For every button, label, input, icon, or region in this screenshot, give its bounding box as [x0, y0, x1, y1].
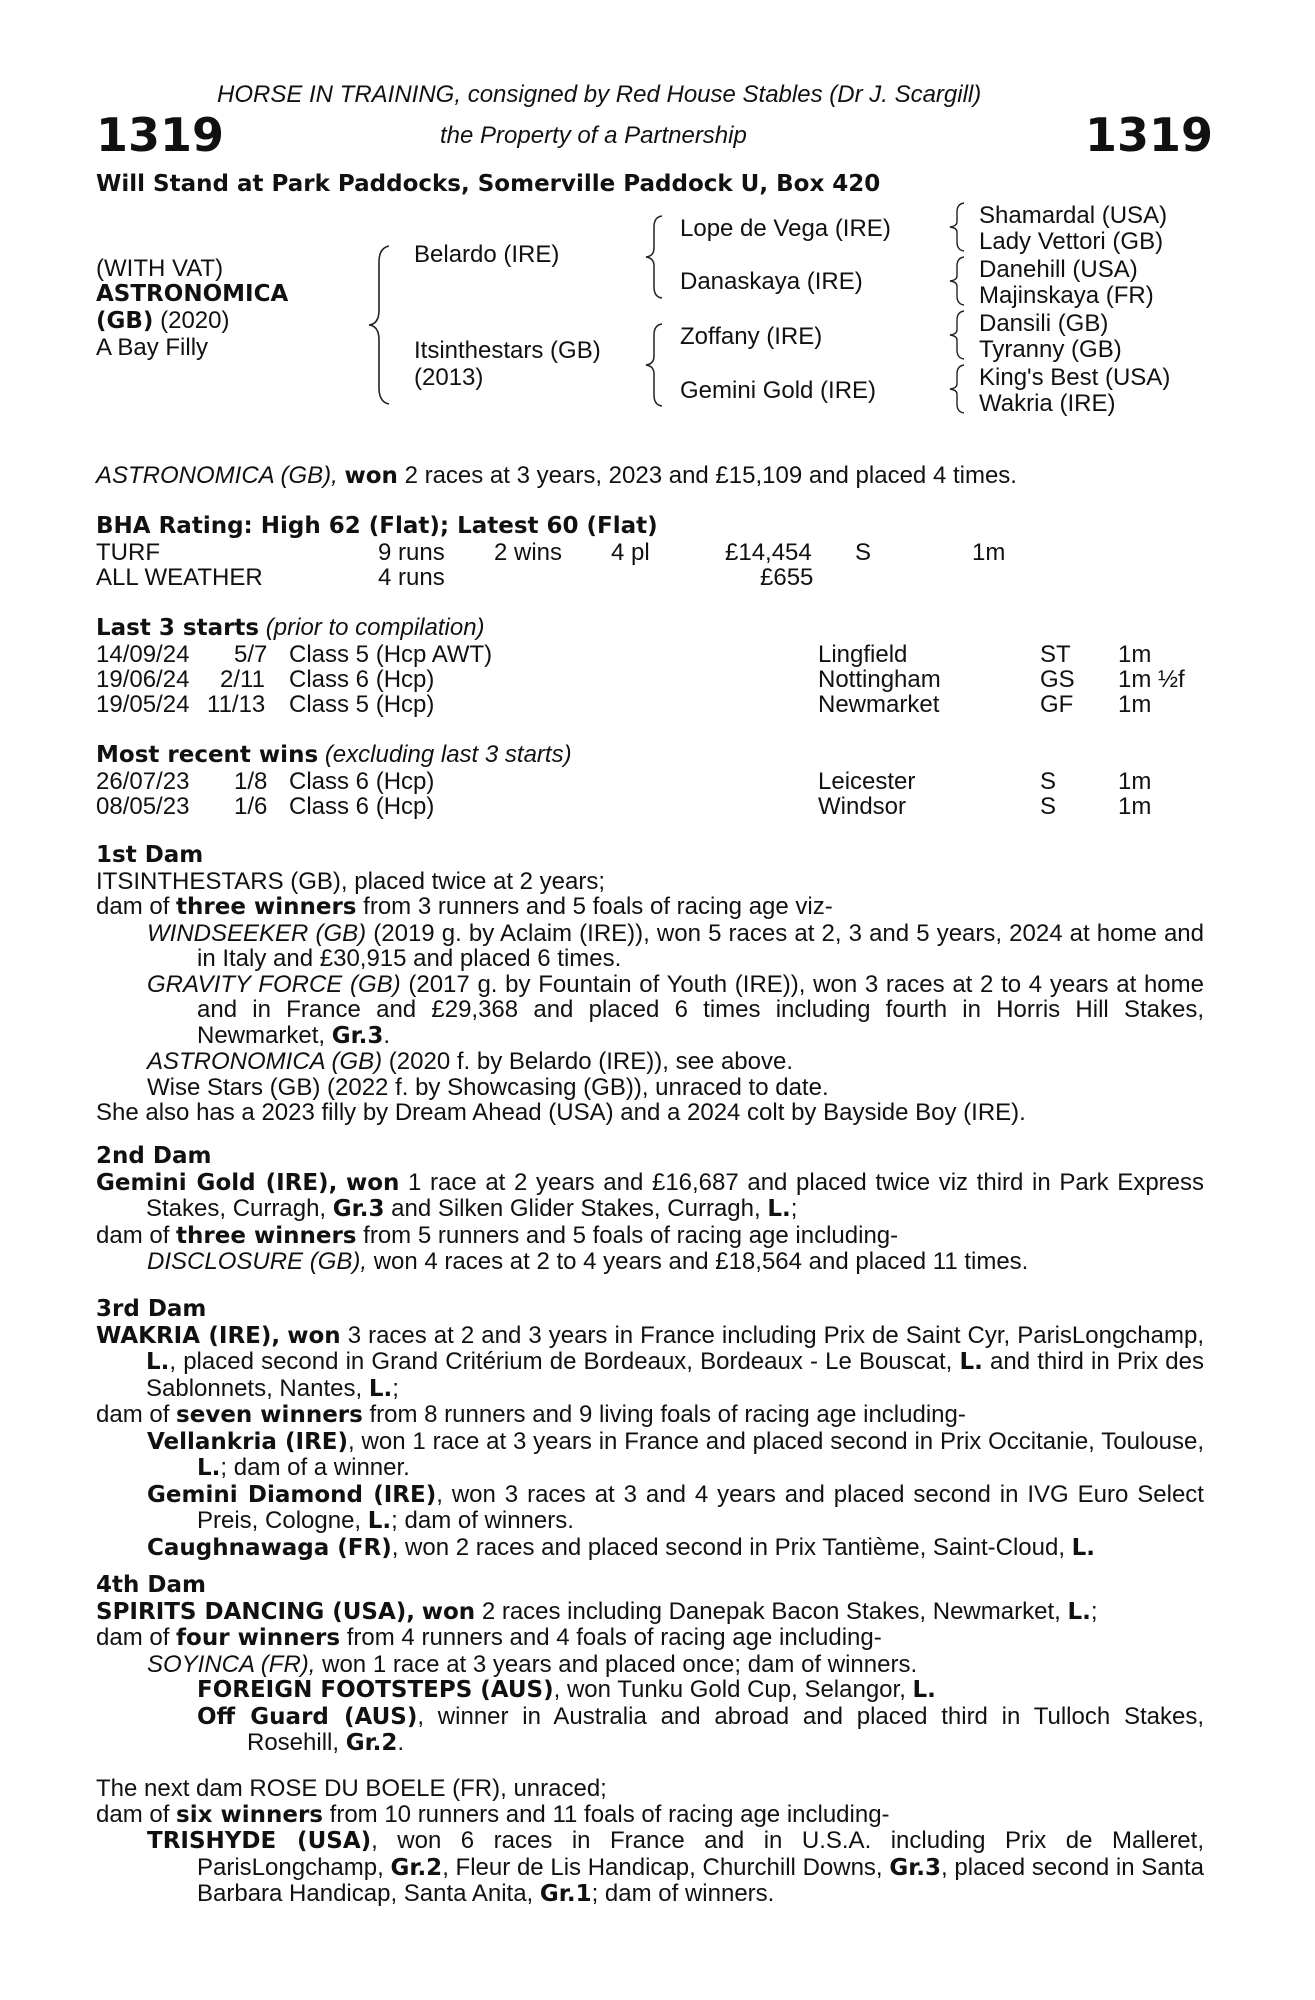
dam1-dam-of-b: three winners — [176, 894, 357, 920]
last3-heading — [96, 615, 485, 641]
recent-going-1: S — [1040, 793, 1057, 820]
dam2-section — [96, 1144, 1204, 1275]
dam4-p2-l: L. — [912, 1677, 936, 1703]
pedigree-dam: Itsinthestars (GB) — [414, 337, 601, 364]
dam2-name: Gemini Gold (IRE), — [96, 1169, 338, 1196]
dam1-progeny-4: Wise Stars (GB) (2022 f. by Showcasing (GB)), unraced to date. — [147, 1073, 829, 1101]
last3-dist-1: 1m ½f — [1118, 666, 1185, 693]
last3-dist-2: 1m — [1118, 691, 1152, 718]
dam3-p3-l: L. — [1071, 1534, 1096, 1561]
horse-name: ASTRONOMICA — [96, 281, 289, 307]
last3-date-2: 19/05/24 — [96, 691, 190, 718]
dam2-progeny-1 — [96, 1249, 1204, 1275]
dam4-progeny-1 — [96, 1652, 1204, 1678]
next-dam-p1-gr2: Gr.3 — [889, 1854, 942, 1881]
dam1-p2-text: (2017 g. by Fountain of Youth (IRE)), won 3 races at 2 to 4 years at home and in France and £29,368 and placed 6 times including fourth in Horris Hill Stakes, Newmarket, — [197, 970, 1204, 1049]
dam4-record: SPIRITS DANCING (USA), won 2 races including Danepak Bacon Stakes, Newmarket, L.; — [96, 1597, 1098, 1625]
dam3-progeny-1 — [96, 1429, 1204, 1482]
dam3-l3: L. — [368, 1375, 393, 1402]
dam2-gr: Gr.3 — [332, 1196, 385, 1222]
summary-won: won — [344, 463, 398, 489]
dam3-p2-end: ; dam of winners. — [391, 1507, 574, 1534]
dam3-text-b: , placed second in Grand Critérium de Bordeaux, Bordeaux - Le Bouscat, — [169, 1348, 953, 1375]
recent-pos-0: 1/8 — [234, 768, 268, 795]
last3-title: Last 3 starts — [96, 615, 260, 641]
pedigree-dsd: Tyranny (GB) — [979, 336, 1122, 363]
pedigree-sire-sire: Lope de Vega (IRE) — [680, 215, 891, 242]
recent-pos-1: 1/6 — [234, 793, 268, 820]
pedigree-brace-sire — [642, 212, 666, 302]
dam3-progeny-3 — [96, 1535, 1204, 1562]
last3-date-1: 19/06/24 — [96, 666, 190, 693]
pedigree-brace-ds — [946, 308, 968, 362]
next-dam-p1-text-b: , Fleur de Lis Handicap, Churchill Downs, — [442, 1853, 883, 1881]
dam4-p2-text: , won Tunku Gold Cup, Selangor, — [553, 1676, 906, 1703]
pedigree-dds: King's Best (USA) — [979, 364, 1171, 391]
dam2-won: won — [345, 1169, 400, 1196]
rating-wins-0: 2 wins — [494, 539, 563, 566]
recent-dist-0: 1m — [1118, 768, 1152, 795]
header-consignor: HORSE IN TRAINING, consigned by Red House Stables (Dr J. Scargill) — [217, 81, 982, 108]
dam4-progeny-3: Off Guard (AUS), winner in Australia and abroad and placed third in Tulloch Stakes, Rosehill, Gr.2. — [197, 1702, 1204, 1756]
rating-dist-0: 1m — [972, 539, 1006, 566]
pedigree-sdd: Majinskaya (FR) — [979, 282, 1154, 309]
rating-runs-0: 9 runs — [378, 539, 445, 566]
dam2-text-b: and Silken Glider Stakes, Curragh, — [391, 1195, 761, 1222]
dam1-p1-name: WINDSEEKER (GB) — [147, 919, 367, 947]
next-dam-dam-of — [96, 1802, 1204, 1829]
rating-prize-1: £655 — [760, 564, 814, 591]
pedigree-brace-ss — [946, 200, 968, 254]
horse-country: (GB) — [96, 308, 154, 334]
dam1-p3-name: ASTRONOMICA (GB) — [147, 1048, 383, 1075]
dam4-dam-of — [96, 1625, 1204, 1652]
lot-number-right: 1319 — [1085, 108, 1214, 162]
recent-going-0: S — [1040, 768, 1057, 795]
dam3-l2: L. — [959, 1349, 983, 1375]
pedigree-ssd: Lady Vettori (GB) — [979, 228, 1164, 255]
dam3-dam-of-c: from 8 runners and 9 living foals of racing age including- — [369, 1401, 966, 1428]
last3-pos-1: 2/11 — [220, 666, 265, 693]
dam1-dam-of-a: dam of — [96, 893, 170, 920]
race-summary — [96, 463, 1017, 489]
rating-pl-0: 4 pl — [611, 539, 650, 566]
dam1-progeny-2: GRAVITY FORCE (GB) (2017 g. by Fountain of Youth (IRE)), won 3 races at 2 to 4 years at home and in France and £29,368 and placed 6 times including fourth in Horris Hill Stakes, Newmarket, Gr.3. — [147, 970, 1204, 1049]
rating-going-0: S — [855, 539, 872, 566]
dam2-text-a: 1 race at 2 years and £16,687 and placed twice viz third in Park Express Stakes, Curragh, — [146, 1168, 1205, 1222]
summary-name: ASTRONOMICA (GB), — [96, 462, 338, 489]
dam3-p2-l: L. — [367, 1508, 392, 1534]
next-dam-p1-end: ; dam of winners. — [591, 1880, 775, 1907]
dam3-dam-of-b: seven winners — [176, 1402, 363, 1428]
pedigree-sire: Belardo (IRE) — [414, 241, 560, 268]
rating-surface-0: TURF — [96, 539, 160, 566]
dam2-dam-of-c: from 5 runners and 5 foals of racing age including- — [363, 1221, 899, 1249]
recent-date-1: 08/05/23 — [96, 793, 190, 820]
dam1-dam-of-c: from 3 runners and 5 foals of racing age viz- — [363, 893, 833, 920]
last3-dist-0: 1m — [1118, 641, 1152, 668]
pedigree-sss: Shamardal (USA) — [979, 202, 1168, 229]
recent-course-0: Leicester — [818, 768, 916, 795]
pedigree-brace-sd — [946, 254, 968, 308]
dam3-p1-name: Vellankria (IRE) — [147, 1428, 349, 1455]
stand-location: Will Stand at Park Paddocks, Somerville Paddock U, Box 420 — [96, 171, 881, 197]
pedigree-dss: Dansili (GB) — [979, 310, 1109, 337]
recent-class-0: Class 6 (Hcp) — [289, 768, 435, 795]
dam4-section — [96, 1573, 1204, 1757]
dam1-line1: ITSINTHESTARS (GB), placed twice at 2 years; — [96, 867, 606, 895]
dam4-dam-of-a: dam of — [96, 1624, 170, 1651]
dam3-section — [96, 1297, 1204, 1561]
dam4-title: 4th Dam — [96, 1572, 206, 1598]
horse-year: (2020) — [160, 307, 230, 334]
horse-description: A Bay Filly — [96, 334, 209, 361]
summary-text: 2 races at 3 years, 2023 and £15,109 and placed 4 times. — [404, 462, 1017, 489]
dam1-p3-text: (2020 f. by Belardo (IRE)), see above. — [388, 1048, 793, 1075]
horse-country-year — [96, 308, 229, 334]
dam1-progeny-1 — [96, 921, 1204, 972]
next-dam-p1-text-c: , placed second in Santa Barbara Handicap, Santa Anita, — [197, 1853, 1205, 1907]
dam2-l: L. — [767, 1196, 791, 1222]
rating-title: BHA Rating: High 62 (Flat); Latest 60 (Flat) — [96, 513, 658, 539]
dam4-p3-text: , winner in Australia and abroad and placed third in Tulloch Stakes, Rosehill, — [247, 1702, 1204, 1756]
last3-course-1: Nottingham — [818, 666, 941, 693]
rating-surface-1: ALL WEATHER — [96, 564, 263, 591]
recent-class-1: Class 6 (Hcp) — [289, 793, 435, 820]
last3-pos-2: 11/13 — [207, 691, 266, 718]
dam3-dam-of — [96, 1402, 1204, 1429]
next-dam-line1: The next dam ROSE DU BOELE (FR), unraced; — [96, 1775, 607, 1802]
dam3-p1-l: L. — [197, 1455, 221, 1481]
dam4-l: L. — [1067, 1598, 1091, 1625]
dam2-record: Gemini Gold (IRE), won 1 race at 2 years and £16,687 and placed twice viz third in Park Express Stakes, Curragh, Gr.3 and Silken Glider Stakes, Curragh, L.; — [96, 1168, 1205, 1222]
recent-date-0: 26/07/23 — [96, 768, 190, 795]
dam3-p2-text: , won 3 races at 3 and 4 years and placed second in IVG Euro Select Preis, Cologne, — [197, 1480, 1204, 1534]
lot-number-left: 1319 — [96, 108, 225, 162]
pedigree-dam-dam: Gemini Gold (IRE) — [680, 377, 877, 404]
recent-heading — [96, 742, 572, 768]
dam3-record: WAKRIA (IRE), won 3 races at 2 and 3 years in France including Prix de Saint Cyr, ParisLongchamp, L., placed second in Grand Critérium de Bordeaux, Bordeaux - Le Bouscat, L. and third in Prix des Sablonnets, Nantes, L.; — [96, 1321, 1205, 1402]
dam3-dam-of-a: dam of — [96, 1401, 170, 1428]
recent-note: (excluding last 3 starts) — [324, 741, 572, 768]
vat-note: (WITH VAT) — [96, 255, 224, 282]
dam3-title: 3rd Dam — [96, 1296, 207, 1322]
dam4-text: 2 races including Danepak Bacon Stakes, Newmarket, — [481, 1597, 1061, 1625]
dam4-p2-name: FOREIGN FOOTSTEPS (AUS) — [197, 1677, 554, 1703]
pedigree-sire-dam: Danaskaya (IRE) — [680, 268, 863, 295]
dam3-name: WAKRIA (IRE), — [96, 1322, 281, 1349]
dam2-p1-text: won 4 races at 2 to 4 years and £18,564 and placed 11 times. — [373, 1248, 1029, 1275]
dam4-p3-gr: Gr.2 — [345, 1730, 398, 1756]
recent-course-1: Windsor — [818, 793, 907, 820]
last3-class-1: Class 6 (Hcp) — [289, 666, 435, 693]
last3-date-0: 14/09/24 — [96, 641, 190, 668]
dam4-p1-name: SOYINCA (FR), — [147, 1650, 316, 1678]
dam1-also: She also has a 2023 filly by Dream Ahead (USA) and a 2024 colt by Bayside Boy (IRE). — [96, 1099, 1026, 1126]
dam3-won: won — [287, 1322, 341, 1349]
dam2-title: 2nd Dam — [96, 1143, 212, 1169]
pedigree-brace-main — [365, 240, 395, 410]
dam4-name: SPIRITS DANCING (USA), — [96, 1598, 416, 1625]
recent-dist-1: 1m — [1118, 793, 1152, 820]
dam3-p3-text: , won 2 races and placed second in Prix Tantième, Saint-Cloud, — [391, 1533, 1065, 1561]
pedigree-dam-year: (2013) — [414, 364, 484, 391]
next-dam-section — [96, 1776, 1204, 1908]
dam2-p1-name: DISCLOSURE (GB), — [147, 1248, 368, 1275]
rating-runs-1: 4 runs — [378, 564, 445, 591]
dam1-section — [96, 843, 1204, 1126]
pedigree-ddd: Wakria (IRE) — [979, 390, 1116, 417]
last3-course-2: Newmarket — [818, 691, 940, 718]
last3-going-2: GF — [1040, 691, 1074, 718]
dam2-dam-of — [96, 1223, 1204, 1250]
dam1-p2-name: GRAVITY FORCE (GB) — [147, 970, 401, 998]
next-dam-p1-gr1: Gr.2 — [390, 1854, 443, 1881]
next-dam-progeny-1 — [96, 1828, 1204, 1908]
last3-course-0: Lingfield — [818, 641, 908, 668]
dam4-dam-of-c: from 4 runners and 4 foals of racing age including- — [346, 1624, 882, 1651]
dam3-text-c: and third in Prix des Sablonnets, Nantes, — [146, 1348, 1204, 1402]
dam3-p1-text: , won 1 race at 3 years in France and placed second in Prix Occitanie, Toulouse, — [348, 1427, 1204, 1455]
dam1-progeny-3 — [96, 1049, 1204, 1075]
dam3-p3-name: Caughnawaga (FR) — [147, 1534, 392, 1561]
dam4-progeny-2 — [96, 1677, 1204, 1704]
last3-going-0: ST — [1040, 641, 1071, 668]
dam3-progeny-2 — [96, 1482, 1204, 1535]
dam4-won: won — [421, 1598, 476, 1625]
last3-going-1: GS — [1040, 666, 1075, 693]
header-property: the Property of a Partnership — [440, 122, 747, 149]
next-dam-dam-of-a: dam of — [96, 1800, 170, 1828]
dam1-title: 1st Dam — [96, 842, 204, 868]
pedigree-sds: Danehill (USA) — [979, 256, 1138, 283]
dam1-p2-grade: Gr.3 — [331, 1022, 384, 1049]
dam1-p1-text: (2019 g. by Aclaim (IRE)), won 5 races at 2, 3 and 5 years, 2024 at home and in Italy and £30,915 and placed 6 times. — [197, 919, 1204, 972]
pedigree-brace-dam — [642, 320, 666, 410]
dam4-p1-text: won 1 race at 3 years and placed once; dam of winners. — [322, 1650, 918, 1678]
last3-note: (prior to compilation) — [265, 614, 485, 641]
dam1-dam-of — [96, 894, 1204, 921]
pedigree-brace-dd — [946, 362, 968, 416]
dam3-p1-end: ; dam of a winner. — [220, 1454, 410, 1481]
last3-class-0: Class 5 (Hcp AWT) — [289, 641, 493, 668]
dam3-p2-name: Gemini Diamond (IRE) — [147, 1481, 437, 1508]
next-dam-dam-of-c: from 10 runners and 11 foals of racing age including- — [329, 1800, 890, 1828]
dam2-dam-of-a: dam of — [96, 1221, 170, 1249]
recent-title: Most recent wins — [96, 742, 319, 768]
dam4-p3-name: Off Guard (AUS) — [197, 1703, 418, 1730]
last3-class-2: Class 5 (Hcp) — [289, 691, 435, 718]
dam3-text-a: 3 races at 2 and 3 years in France including Prix de Saint Cyr, ParisLongchamp, — [347, 1321, 1205, 1349]
last3-pos-0: 5/7 — [234, 641, 268, 668]
next-dam-p1-gr3: Gr.1 — [539, 1881, 592, 1907]
dam2-dam-of-b: three winners — [176, 1222, 357, 1249]
next-dam-p1-name: TRISHYDE (USA) — [147, 1828, 372, 1854]
next-dam-dam-of-b: six winners — [176, 1801, 323, 1828]
dam4-dam-of-b: four winners — [176, 1625, 341, 1651]
next-dam-p1-text-a: , won 6 races in France and in U.S.A. including Prix de Malleret, ParisLongchamp, — [197, 1827, 1204, 1881]
dam3-l1: L. — [146, 1349, 170, 1375]
pedigree-dam-sire: Zoffany (IRE) — [680, 323, 823, 350]
rating-prize-0: £14,454 — [725, 539, 812, 566]
